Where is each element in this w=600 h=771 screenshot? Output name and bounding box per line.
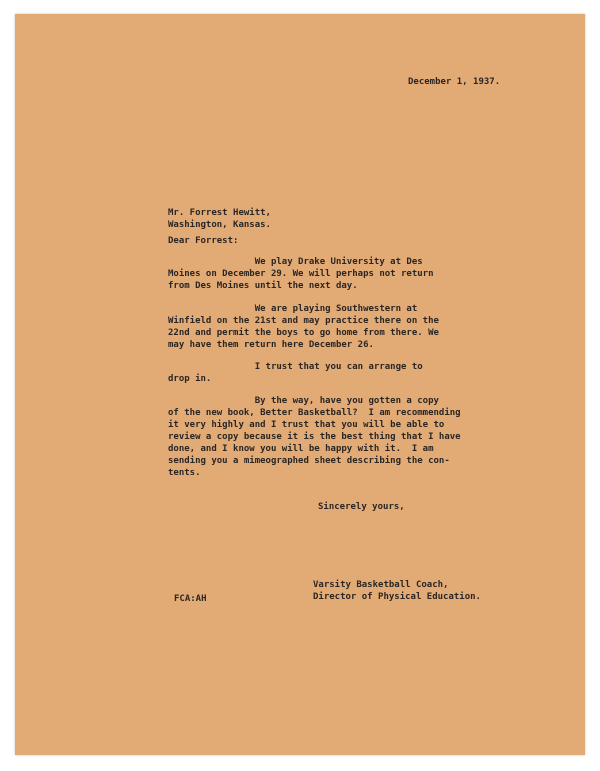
- recipient-name: Mr. Forrest Hewitt,: [168, 208, 271, 218]
- signature-title-1: Varsity Basketball Coach,: [313, 580, 449, 590]
- paragraph-1-line-2: Moines on December 29. We will perhaps not return: [168, 269, 434, 279]
- paragraph-1-line-3: from Des Moines until the next day.: [168, 281, 358, 291]
- paragraph-4-line-2: of the new book, Better Basketball? I am recommending: [168, 408, 461, 418]
- paragraph-4-line-1: By the way, have you gotten a copy: [168, 396, 439, 406]
- paragraph-1-line-1: We play Drake University at Des: [168, 257, 423, 267]
- closing: Sincerely yours,: [318, 502, 405, 512]
- paragraph-4-line-5: done, and I know you will be happy with it. I am: [168, 444, 434, 454]
- letter-date: December 1, 1937.: [408, 77, 501, 87]
- paragraph-4-line-4: review a copy because it is the best thing that I have: [168, 432, 461, 442]
- signature-title-2: Director of Physical Education.: [313, 592, 481, 602]
- paragraph-2-line-2: Winfield on the 21st and may practice there on the: [168, 316, 439, 326]
- paragraph-2-line-4: may have them return here December 26.: [168, 340, 374, 350]
- paragraph-2-line-1: We are playing Southwestern at: [168, 304, 418, 314]
- paragraph-3-line-1: I trust that you can arrange to: [168, 362, 423, 372]
- paragraph-4-line-6: sending you a mimeographed sheet describing the con-: [168, 456, 450, 466]
- typist-initials: FCA:AH: [174, 594, 207, 604]
- paragraph-2-line-3: 22nd and permit the boys to go home from there. We: [168, 328, 439, 338]
- paragraph-3-line-2: drop in.: [168, 374, 212, 384]
- salutation: Dear Forrest:: [168, 236, 239, 246]
- recipient-location: Washington, Kansas.: [168, 220, 271, 230]
- paragraph-4-line-7: tents.: [168, 468, 201, 478]
- letter-page: [15, 14, 585, 755]
- paragraph-4-line-3: it very highly and I trust that you will be able to: [168, 420, 445, 430]
